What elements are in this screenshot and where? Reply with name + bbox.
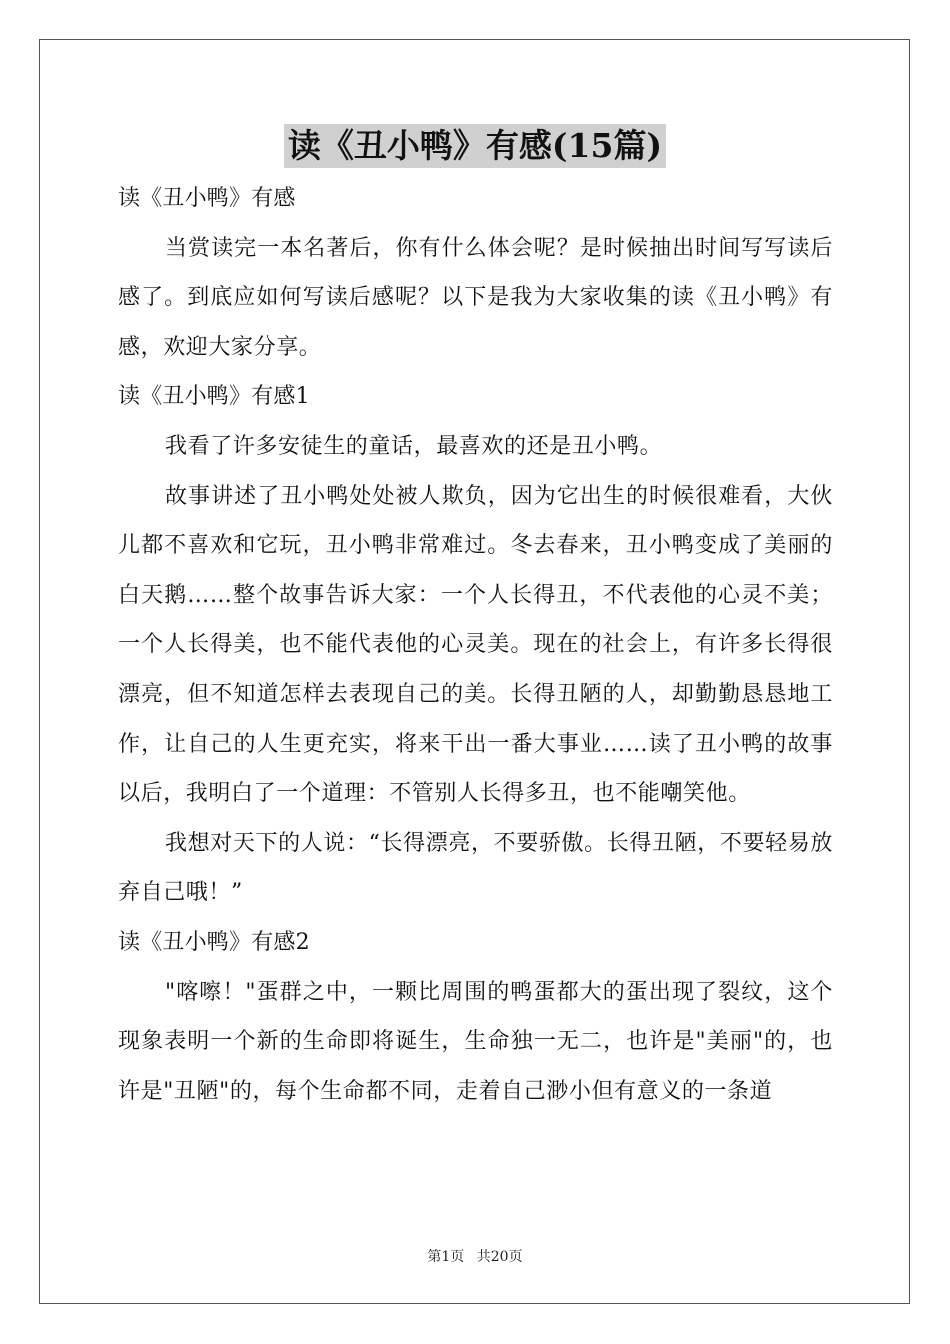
document-body xyxy=(118,174,833,1116)
body-paragraph: "喀嚓！"蛋群之中，一颗比周围的鸭蛋都大的蛋出现了裂纹，这个现象表明一个新的生命即将诞生，生命独一无二，也许是"美丽"的，也许是"丑陋"的，每个生命都不同，走着自己渺小但有意义的一条道 xyxy=(118,979,833,1104)
page-total: 共20页 xyxy=(476,1249,523,1265)
body-paragraph: 故事讲述了丑小鸭处处被人欺负，因为它出生的时候很难看，大伙儿都不喜欢和它玩，丑小鸭非常难过。冬去春来，丑小鸭变成了美丽的白天鹅……整个故事告诉大家：一个人长得丑，不代表他的心灵不美；一个人长得美，也不能代表他的心灵美。现在的社会上，有许多长得很漂亮，但不知道怎样去表现自己的美。长得丑陋的人，却勤勤恳恳地工作，让自己的人生更充实，将来干出一番大事业……读了丑小鸭的故事以后，我明白了一个道理：不管别人长得多丑，也不能嘲笑他。 xyxy=(118,483,833,807)
body-paragraph: 我想对天下的人说：“长得漂亮，不要骄傲。长得丑陋，不要轻易放弃自己哦！” xyxy=(118,830,833,906)
section-heading: 读《丑小鸭》有感1 xyxy=(118,384,310,410)
page-footer xyxy=(0,1246,950,1266)
page-number: 第1页 xyxy=(427,1249,465,1265)
section-heading: 读《丑小鸭》有感2 xyxy=(118,929,310,955)
section-heading: 读《丑小鸭》有感 xyxy=(118,186,296,211)
body-paragraph: 我看了许多安徒生的童话，最喜欢的还是丑小鸭。 xyxy=(165,433,663,459)
title-area xyxy=(0,124,950,168)
body-paragraph: 当赏读完一本名著后，你有什么体会呢？是时候抽出时间写写读后感了。到底应如何写读后感呢？以下是我为大家收集的读《丑小鸭》有感，欢迎大家分享。 xyxy=(118,235,833,360)
document-title: 读《丑小鸭》有感(15篇) xyxy=(284,124,666,168)
